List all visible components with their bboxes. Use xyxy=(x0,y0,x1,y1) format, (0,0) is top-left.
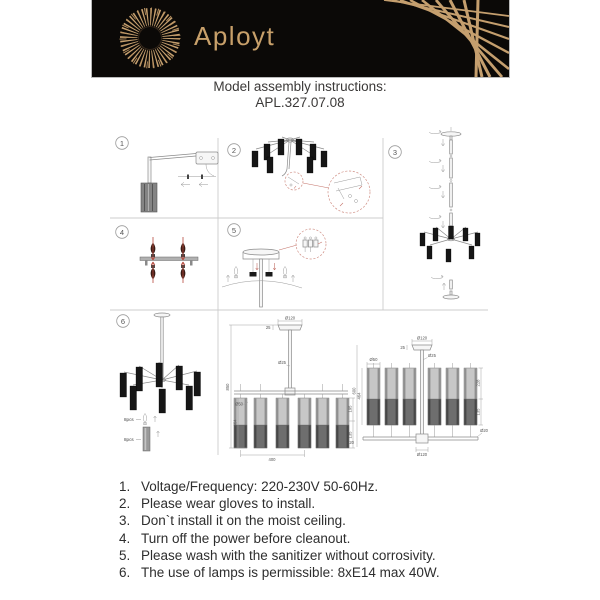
dim-side-below: 20 xyxy=(349,440,354,445)
brand-logo-text: Aployt xyxy=(194,21,276,51)
legend-bulb xyxy=(124,414,156,425)
instruction-number: 6. xyxy=(119,565,131,581)
dim-side-shade-dia: Ø50 xyxy=(369,357,378,362)
dim-front-canopy-dia: Ø120 xyxy=(284,315,296,321)
dim-front-lower: 135 xyxy=(347,431,353,439)
dim-side-shade-h: 464 xyxy=(356,392,362,400)
step-3-label: 3 xyxy=(392,147,398,157)
step-1-label: 1 xyxy=(119,138,125,148)
step-4-label: 4 xyxy=(119,227,125,237)
panel-3-shades xyxy=(420,226,480,262)
model-number: APL.327.07.08 xyxy=(255,95,345,110)
step-number-6 xyxy=(117,315,130,328)
dim-side-hub-dia: Ø120 xyxy=(416,452,428,457)
panel-1-arm-diagram xyxy=(141,152,218,212)
dim-front-upper: 195 xyxy=(347,405,353,413)
panel-5-canopy-diagram xyxy=(222,229,326,307)
panel-3-exploded-diagram xyxy=(420,127,480,299)
step-5-label: 5 xyxy=(231,225,237,235)
panel-5-terminal-detail xyxy=(303,237,322,252)
panel-6-overview-diagram xyxy=(120,313,201,451)
panel-6-shades xyxy=(120,363,201,413)
brand-banner xyxy=(92,0,509,77)
legend-shade-qty: 8pcs xyxy=(124,437,134,442)
instruction-text: The use of lamps is permissible: 8xE14 max 40W. xyxy=(141,565,440,581)
starburst-logo xyxy=(123,11,177,65)
title-block xyxy=(0,79,600,111)
dim-front-shade-dia: Ø50 xyxy=(235,401,243,407)
instruction-number: 4. xyxy=(119,530,131,546)
dim-side-upper: 228 xyxy=(475,379,481,387)
dim-front-spread: 400 xyxy=(268,457,276,462)
step-number-4 xyxy=(116,226,129,239)
instruction-item xyxy=(119,512,539,529)
instruction-item xyxy=(119,478,539,495)
step-number-3 xyxy=(389,146,402,159)
dim-front-canopy-h: 25 xyxy=(265,325,271,330)
dim-front-shade-h: 464 xyxy=(232,419,238,427)
step-6-label: 6 xyxy=(120,316,126,326)
step-number-1 xyxy=(116,137,129,150)
dim-side-arm-dia: Ø20 xyxy=(480,428,488,433)
instruction-item xyxy=(119,564,539,581)
dim-side-canopy-dia: Ø120 xyxy=(416,335,428,341)
instruction-text: Turn off the power before cleanout. xyxy=(141,530,351,546)
banner-art xyxy=(92,0,509,77)
legend-shade xyxy=(124,427,159,451)
step-2-label: 2 xyxy=(231,145,237,155)
panel-2-detail xyxy=(334,177,362,206)
dim-side-lower: 135 xyxy=(475,408,481,416)
panel-2-chandelier-diagram xyxy=(252,137,370,213)
step-number-2 xyxy=(228,144,241,157)
panel-2-shades xyxy=(252,139,327,173)
legend-bulb-qty: 8pcs xyxy=(124,417,134,422)
dim-side-rod-dia: Ø25 xyxy=(428,353,436,358)
assembly-diagram xyxy=(110,125,490,473)
panel-4-bulb-diagram xyxy=(140,237,198,283)
instruction-text: Please wash with the sanitizer without corrosivity. xyxy=(141,547,436,563)
instruction-item xyxy=(119,530,539,547)
instruction-item xyxy=(119,495,539,512)
instruction-text: Please wear gloves to install. xyxy=(141,496,316,512)
instruction-text: Voltage/Frequency: 220-230V 50-60Hz. xyxy=(141,479,379,494)
page-title: Model assembly instructions: xyxy=(213,79,387,94)
dim-side-total-h: 600 xyxy=(351,387,357,395)
instruction-text: Don`t install it on the moist ceiling. xyxy=(141,513,346,529)
dim-front-total-h: 850 xyxy=(225,383,230,391)
step-number-5 xyxy=(228,224,241,237)
tech-drawing-side xyxy=(349,336,488,458)
tech-drawing-front xyxy=(225,316,355,463)
rays-decoration xyxy=(384,0,509,77)
instruction-number: 3. xyxy=(119,513,131,529)
instruction-number: 5. xyxy=(119,547,131,563)
dim-front-rod-dia: Ø25 xyxy=(278,360,286,365)
instruction-item xyxy=(119,547,539,564)
dim-side-canopy-h: 25 xyxy=(400,345,405,350)
instructions-list xyxy=(119,478,539,581)
instruction-number: 2. xyxy=(119,496,131,512)
instruction-number: 1. xyxy=(119,479,131,494)
